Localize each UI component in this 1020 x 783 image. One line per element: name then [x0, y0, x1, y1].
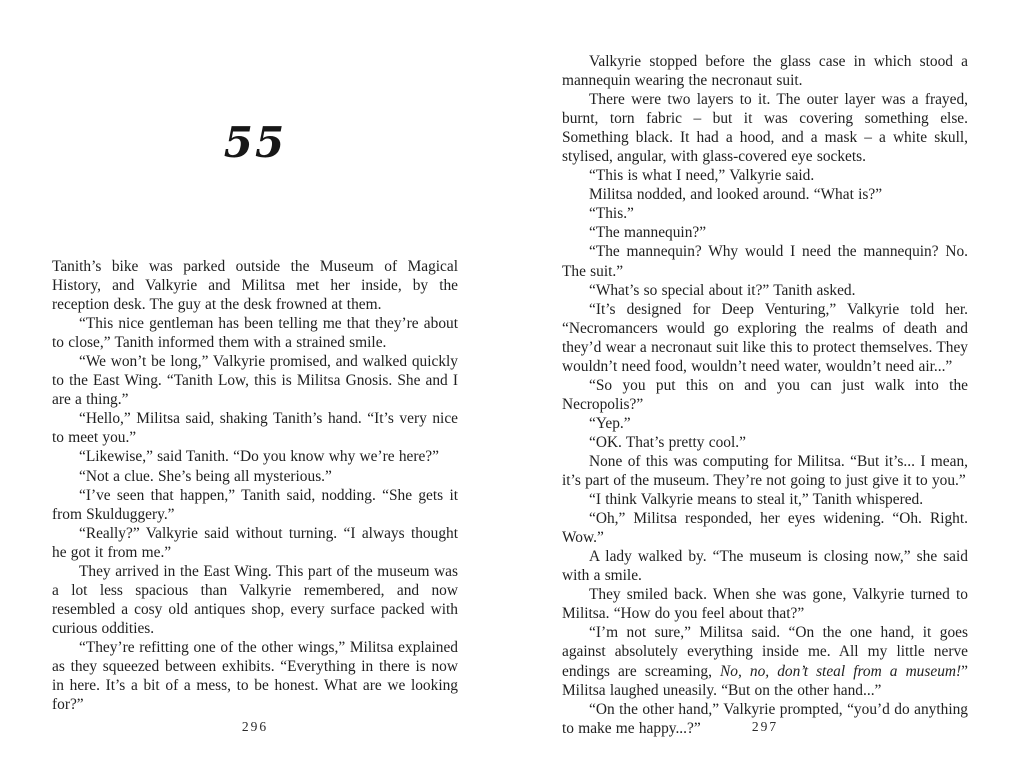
text-run: “I’ve seen that happen,” Tanith said, nodding. “She gets it from Skulduggery.” — [52, 486, 458, 523]
text-run: “The mannequin?” — [589, 224, 707, 242]
paragraph — [562, 242, 968, 280]
paragraph — [562, 452, 968, 490]
paragraph — [562, 204, 968, 223]
text-run: “Oh,” Militsa responded, her eyes widening. “Oh. Right. Wow.” — [562, 510, 968, 547]
paragraph — [562, 414, 968, 433]
paragraph — [52, 467, 458, 486]
text-run: “We won’t be long,” Valkyrie promised, and walked quickly to the East Wing. “Tanith Low, this is Militsa Gnosis. She and I are a thing.” — [52, 353, 458, 409]
text-run: A lady walked by. “The museum is closing now,” she said with a smile. — [562, 548, 968, 585]
paragraph — [52, 524, 458, 562]
paragraph — [562, 185, 968, 204]
text-run: “I think Valkyrie means to steal it,” Tanith whispered. — [589, 491, 924, 509]
paragraph — [52, 257, 458, 314]
text-run: They smiled back. When she was gone, Valkyrie turned to Militsa. “How do you feel about that?” — [562, 586, 968, 623]
paragraph — [52, 314, 458, 352]
italic-text: No, no, don’t steal from a museum! — [720, 662, 962, 680]
paragraph — [562, 52, 968, 90]
paragraph — [562, 223, 968, 242]
text-run: “This is what I need,” Valkyrie said. — [589, 167, 815, 185]
paragraph — [52, 409, 458, 447]
paragraph — [562, 585, 968, 623]
paragraph — [562, 547, 968, 585]
text-run: Valkyrie stopped before the glass case in which stood a mannequin wearing the necronaut suit. — [562, 53, 968, 90]
paragraph — [52, 562, 458, 638]
text-run: “This nice gentleman has been telling me that they’re about to close,” Tanith informed them with a strained smile. — [52, 315, 458, 352]
text-run: “The mannequin? Why would I need the mannequin? No. The suit.” — [562, 243, 968, 280]
paragraph — [562, 623, 968, 699]
page-number: 296 — [241, 719, 269, 734]
text-run: They arrived in the East Wing. This part of the museum was a lot less spacious than Valkyrie remembered, and now resembled a cosy old antiques shop, every surface packed with curious oddities. — [52, 562, 458, 637]
chapter-number: 55 — [223, 118, 287, 167]
text-run: “On the other hand,” Valkyrie prompted, “you’d do anything to make me happy...?” — [562, 700, 968, 737]
text-run: Militsa nodded, and looked around. “What is?” — [589, 186, 883, 204]
text-run: There were two layers to it. The outer layer was a frayed, burnt, torn fabric – but it was covering something else. Something black. It had a hood, and a mask – a white skull, stylised, angular, with glass-covered eye sockets. — [562, 91, 968, 166]
paragraph — [52, 447, 458, 466]
text-run: None of this was computing for Militsa. “But it’s... I mean, it’s part of the museum. They’re not going to just give it to you.” — [562, 452, 968, 490]
text-run: “I’m not sure,” Militsa said. “On the one hand, it goes against absolutely everything inside me. All my little nerve endings are screaming, — [562, 624, 968, 680]
paragraph — [52, 352, 458, 409]
text-run: “They’re refitting one of the other wings,” Militsa explained as they squeezed between exhibits. “Everything in there is now in here. It’s a bit of a mess, to be honest. What are we looking for?” — [52, 638, 458, 714]
paragraph — [562, 509, 968, 547]
page-number: 297 — [751, 719, 779, 734]
paragraph — [562, 281, 968, 300]
text-run: ” Militsa laughed uneasily. “But on the other hand...” — [562, 662, 968, 699]
paragraph — [562, 433, 968, 452]
page-body — [52, 257, 458, 714]
text-run: “Not a clue. She’s being all mysterious.” — [79, 467, 332, 485]
text-run: “Likewise,” said Tanith. “Do you know why we’re here?” — [79, 448, 439, 466]
paragraph — [562, 300, 968, 376]
paragraph — [52, 486, 458, 524]
text-run: “Yep.” — [589, 414, 631, 432]
text-run: “So you put this on and you can just walk into the Necropolis?” — [562, 376, 968, 413]
paragraph — [562, 90, 968, 166]
text-run: Tanith’s bike was parked outside the Museum of Magical History, and Valkyrie and Militsa met her inside, by the reception desk. The guy at the desk frowned at them. — [52, 258, 458, 314]
text-run: “OK. That’s pretty cool.” — [589, 433, 746, 451]
text-run: “Hello,” Militsa said, shaking Tanith’s hand. “It’s very nice to meet you.” — [52, 410, 458, 447]
paragraph — [562, 376, 968, 414]
right-page — [562, 0, 968, 783]
left-page — [52, 0, 458, 783]
paragraph — [562, 166, 968, 185]
paragraph — [52, 638, 458, 714]
text-run: “This.” — [589, 205, 634, 223]
paragraph — [562, 490, 968, 509]
text-run: “It’s designed for Deep Venturing,” Valkyrie told her. “Necromancers would go exploring the realms of death and they’d wear a necronaut suit like this to protect themselves. They wouldn’t need food, wouldn’t need water, wouldn’t need air...” — [562, 300, 968, 375]
text-run: “Really?” Valkyrie said without turning. “I always thought he got it from me.” — [52, 524, 458, 561]
page-body — [562, 52, 968, 738]
text-run: “What’s so special about it?” Tanith asked. — [589, 281, 856, 299]
